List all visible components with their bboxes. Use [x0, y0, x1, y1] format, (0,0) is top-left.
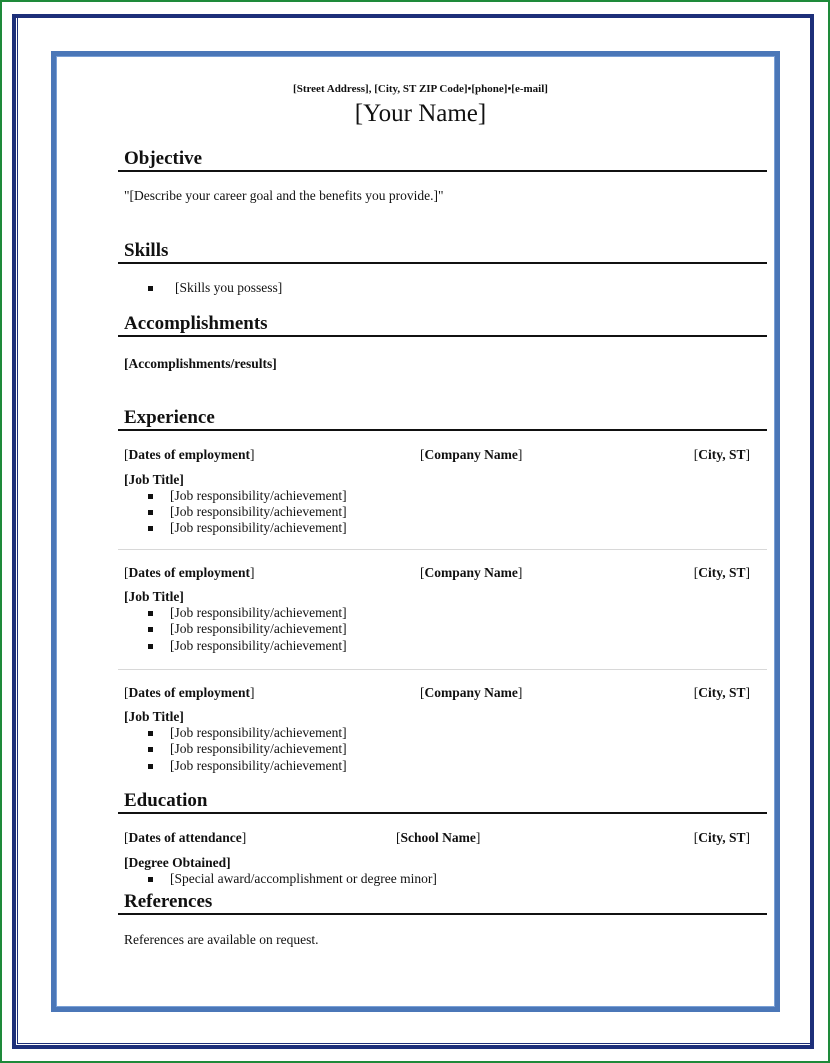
education-item: [Special award/accomplishment or degree minor]	[170, 871, 437, 886]
skills-title: Skills	[124, 240, 169, 261]
experience-company: [Company Name]	[420, 565, 523, 580]
bullet-icon	[148, 286, 153, 291]
your-name: [Your Name]	[354, 100, 487, 127]
education-dates: [Dates of attendance]	[124, 830, 247, 845]
bullet-icon	[148, 510, 153, 515]
job-item: [Job responsibility/achievement]	[170, 741, 347, 756]
education-rule	[118, 812, 767, 814]
bullet-icon	[148, 494, 153, 499]
experience-dates: [Dates of employment]	[124, 685, 255, 700]
job-title: [Job Title]	[124, 709, 184, 724]
experience-dates: [Dates of employment]	[124, 565, 255, 580]
education-location: [City, ST]	[693, 830, 750, 845]
education-school: [School Name]	[396, 830, 481, 845]
bullet-icon	[148, 644, 153, 649]
resume-page	[51, 51, 780, 1012]
experience-rule	[118, 429, 767, 431]
objective-text: "[Describe your career goal and the benefits you provide.]"	[124, 188, 444, 203]
education-title: Education	[124, 790, 208, 811]
entry-divider	[118, 549, 767, 550]
degree-obtained: [Degree Obtained]	[124, 855, 231, 870]
references-text: References are available on request.	[124, 932, 319, 947]
job-item: [Job responsibility/achievement]	[170, 520, 347, 535]
job-item: [Job responsibility/achievement]	[170, 638, 347, 653]
references-rule	[118, 913, 767, 915]
experience-title: Experience	[124, 407, 215, 428]
job-item: [Job responsibility/achievement]	[170, 725, 347, 740]
job-title: [Job Title]	[124, 472, 184, 487]
job-item: [Job responsibility/achievement]	[170, 488, 347, 503]
job-title: [Job Title]	[124, 589, 184, 604]
references-title: References	[124, 891, 213, 912]
accomplishments-rule	[118, 335, 767, 337]
objective-rule	[118, 170, 767, 172]
experience-location: [City, ST]	[693, 685, 750, 700]
objective-title: Objective	[124, 148, 203, 169]
bullet-icon	[148, 877, 153, 882]
accomplishments-title: Accomplishments	[124, 313, 268, 334]
bullet-icon	[148, 731, 153, 736]
contact-line: [Street Address], [City, ST ZIP Code]•[phone]•[e-mail]	[293, 83, 548, 95]
skill-item: [Skills you possess]	[175, 280, 283, 295]
bullet-icon	[148, 627, 153, 632]
bullet-icon	[148, 764, 153, 769]
bullet-icon	[148, 526, 153, 531]
job-item: [Job responsibility/achievement]	[170, 605, 347, 620]
experience-company: [Company Name]	[420, 447, 523, 462]
experience-company: [Company Name]	[420, 685, 523, 700]
entry-divider	[118, 669, 767, 670]
accomplishments-text: [Accomplishments/results]	[124, 356, 277, 371]
job-item: [Job responsibility/achievement]	[170, 621, 347, 636]
bullet-icon	[148, 747, 153, 752]
bullet-icon	[148, 611, 153, 616]
job-item: [Job responsibility/achievement]	[170, 504, 347, 519]
experience-location: [City, ST]	[693, 565, 750, 580]
experience-location: [City, ST]	[693, 447, 750, 462]
skills-rule	[118, 262, 767, 264]
experience-dates: [Dates of employment]	[124, 447, 255, 462]
job-item: [Job responsibility/achievement]	[170, 758, 347, 773]
